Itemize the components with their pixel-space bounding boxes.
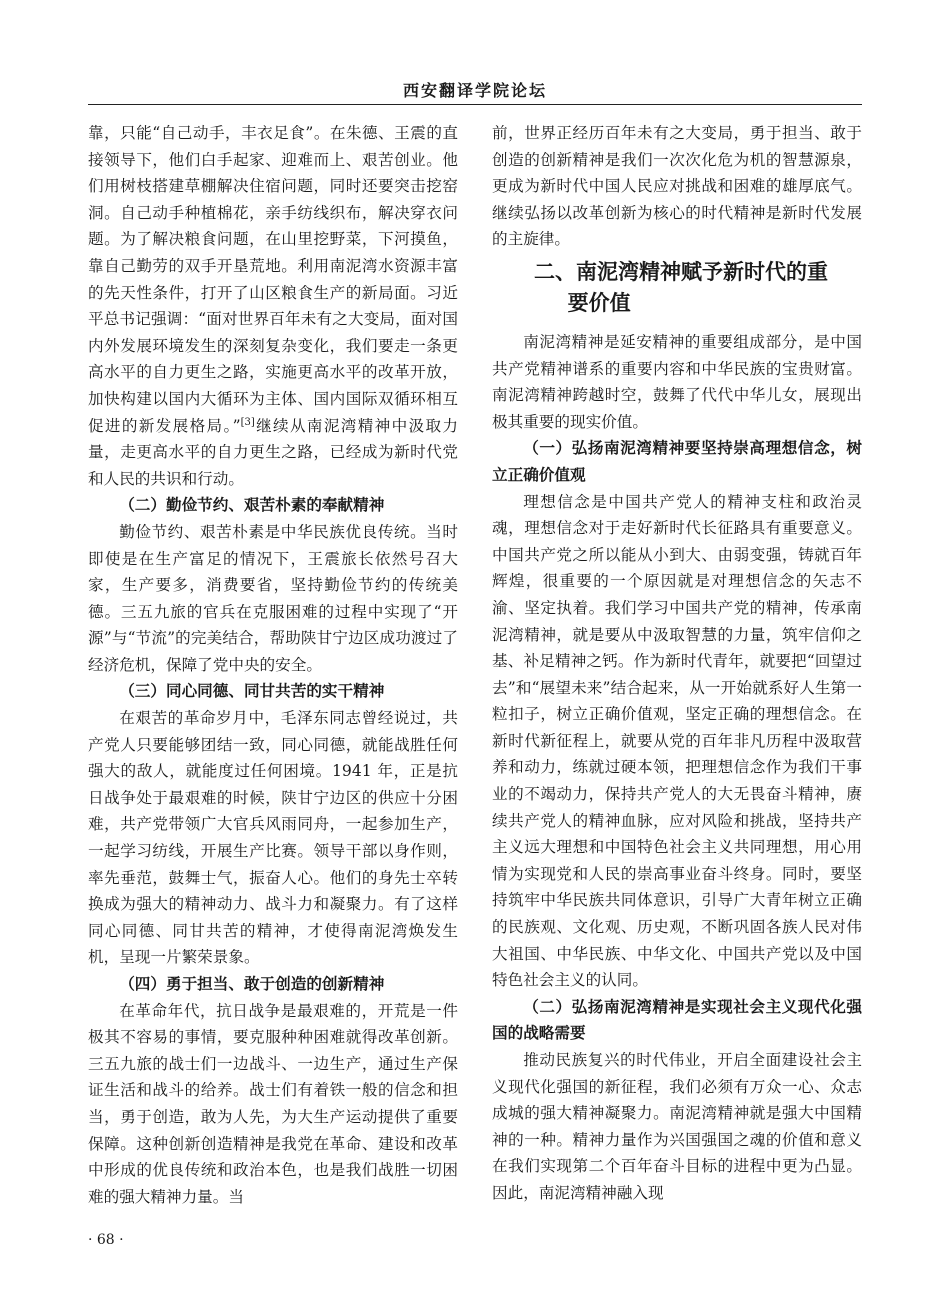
subsection-heading-unity: （三）同心同德、同甘共苦的实干精神 bbox=[119, 682, 385, 701]
paragraph-continued: 前，世界正经历百年未有之大变局，勇于担当、敢于创造的创新精神是我们一次次化危为机的智慧源泉，更成为新时代中国人民应对挑战和困难的雄厚底气。继续弘扬以改革创新为核心的时代精神是新时代发展的主旋律。 bbox=[492, 124, 862, 249]
right-column bbox=[492, 120, 862, 1207]
section-title bbox=[492, 257, 862, 319]
paragraph-continued bbox=[88, 120, 458, 492]
left-column bbox=[88, 120, 458, 1210]
running-header: 西安翻译学院论坛 bbox=[402, 81, 547, 100]
paragraph-innovation: 在革命年代，抗日战争是最艰难的，开荒是一件极其不容易的事情，要克服种种困难就得改革创新。三五九旅的战士们一边战斗、一边生产，通过生产保证生活和战斗的给养。战士们有着铁一般的信念和担当，勇于创造，敢为人先，为大生产运动提供了重要保障。这种创新创造精神是我党在革命、建设和改革中形成的优良传统和政治本色，也是我们战胜一切困难的强大精神力量。当 bbox=[88, 1001, 458, 1206]
paragraph-section-intro: 南泥湾精神是延安精神的重要组成部分，是中国共产党精神谱系的重要内容和中华民族的宝贵财富。南泥湾精神跨越时空，鼓舞了代代中华儿女，展现出极其重要的现实价值。 bbox=[492, 332, 862, 431]
paragraph-frugality: 勤俭节约、艰苦朴素是中华民族优良传统。当时即使是在生产富足的情况下，王震旅长依然号召大家，生产要多，消费要省，坚持勤俭节约的传统美德。三五九旅的官兵在克服困难的过程中实现了“开源”与“节流”的完美结合，帮助陕甘宁边区成功渡过了经济危机，保障了党中央的安全。 bbox=[88, 522, 458, 674]
subsection-heading-innovation: （四）勇于担当、敢于创造的创新精神 bbox=[119, 975, 385, 993]
section-title-line-2: 要价值 bbox=[567, 290, 631, 315]
subsection-heading-ideals: （一）弘扬南泥湾精神要坚持崇高理想信念，树立正确价值观 bbox=[492, 439, 862, 484]
paragraph-strategy: 推动民族复兴的时代伟业，开启全面建设社会主义现代化强国的新征程，我们必须有万众一心、众志成城的强大精神凝聚力。南泥湾精神就是强大中国精神的一种。精神力量作为兴国强国之魂的价值和意义在我们实现第二个百年奋斗目标的进程中更为凸显。因此，南泥湾精神融入现 bbox=[492, 1051, 862, 1202]
section-title-line-1: 二、南泥湾精神赋予新时代的重 bbox=[534, 259, 828, 284]
citation-ref: [3] bbox=[240, 416, 255, 428]
page-number: · 68 · bbox=[88, 1232, 124, 1248]
header-rule bbox=[88, 104, 862, 105]
subsection-heading-frugality: （二）勤俭节约、艰苦朴素的奉献精神 bbox=[119, 496, 385, 515]
paragraph-text: 靠，只能“自己动手，丰衣足食”。在朱德、王震的直接领导下，他们白手起家、迎难而上、艰苦创业。他们用树枝搭建草棚解决住宿问题，同时还要突击挖窑洞。自己动手种植棉花，亲手纺线织布，解决穿衣问题。为了解决粮食问题，在山里挖野菜，下河摸鱼，靠自己勤劳的双手开垦荒地。利用南泥湾水资源丰富的先天性条件，打开了山区粮食生产的新局面。习近平总书记强调：“面对世界百年未有之大变局，面对国内外发展环境发生的深刻复杂变化，我们要走一条更高水平的自力更生之路，实施更高水平的改革开放，加快构建以国内大循环为主体、国内国际双循环相互促进的新发展格局。” bbox=[88, 124, 458, 435]
subsection-heading-strategy: （二）弘扬南泥湾精神是实现社会主义现代化强国的战略需要 bbox=[492, 997, 862, 1043]
paragraph-text-tail: 继续从南泥湾精神中汲取力量，走更高水平的自力更生之路，已经成为新时代党和人民的共识和行动。 bbox=[88, 416, 458, 488]
paragraph-ideals: 理想信念是中国共产党人的精神支柱和政治灵魂，理想信念对于走好新时代长征路具有重要意义。中国共产党之所以能从小到大、由弱变强，铸就百年辉煌，很重要的一个原因就是对理想信念的矢志不渝、坚定执着。我们学习中国共产党的精神，传承南泥湾精神，就是要从中汲取智慧的力量，筑牢信仰之基、补足精神之钙。作为新时代青年，就要把“回望过去”和“展望未来”结合起来，从一开始就系好人生第一粒扣子，树立正确价值观，坚定正确的理想信念。在新时代新征程上，就要从党的百年非凡历程中汲取营养和动力，练就过硬本领，把理想信念作为我们干事业的不竭动力，保持共产党人的大无畏奋斗精神，赓续共产党人的精神血脉，应对风险和挑战，坚持共产主义远大理想和中国特色社会主义共同理想，用心用情为实现党和人民的崇高事业奋斗终身。同时，要坚持筑牢中华民族共同体意识，引导广大青年树立正确的民族观、文化观、历史观，不断巩固各族人民对伟大祖国、中华民族、中华文化、中国共产党以及中国特色社会主义的认同。 bbox=[492, 492, 862, 990]
paragraph-unity: 在艰苦的革命岁月中，毛泽东同志曾经说过，共产党人只要能够团结一致，同心同德，就能战胜任何强大的敌人，就能度过任何困境。1941 年，正是抗日战争处于最艰难的时候，陕甘宁边区的供应十分困难，共产党带领广大官兵风雨同舟，一起参加生产，一起学习纺线，开展生产比赛。领导干部以身作则，率先垂范，鼓舞士气，振奋人心。他们的身先士卒转换成为强大的精神动力、战斗力和凝聚力。有了这样同心同德、同甘共苦的精神，才使得南泥湾焕发生机，呈现一片繁荣景象。 bbox=[88, 709, 458, 967]
